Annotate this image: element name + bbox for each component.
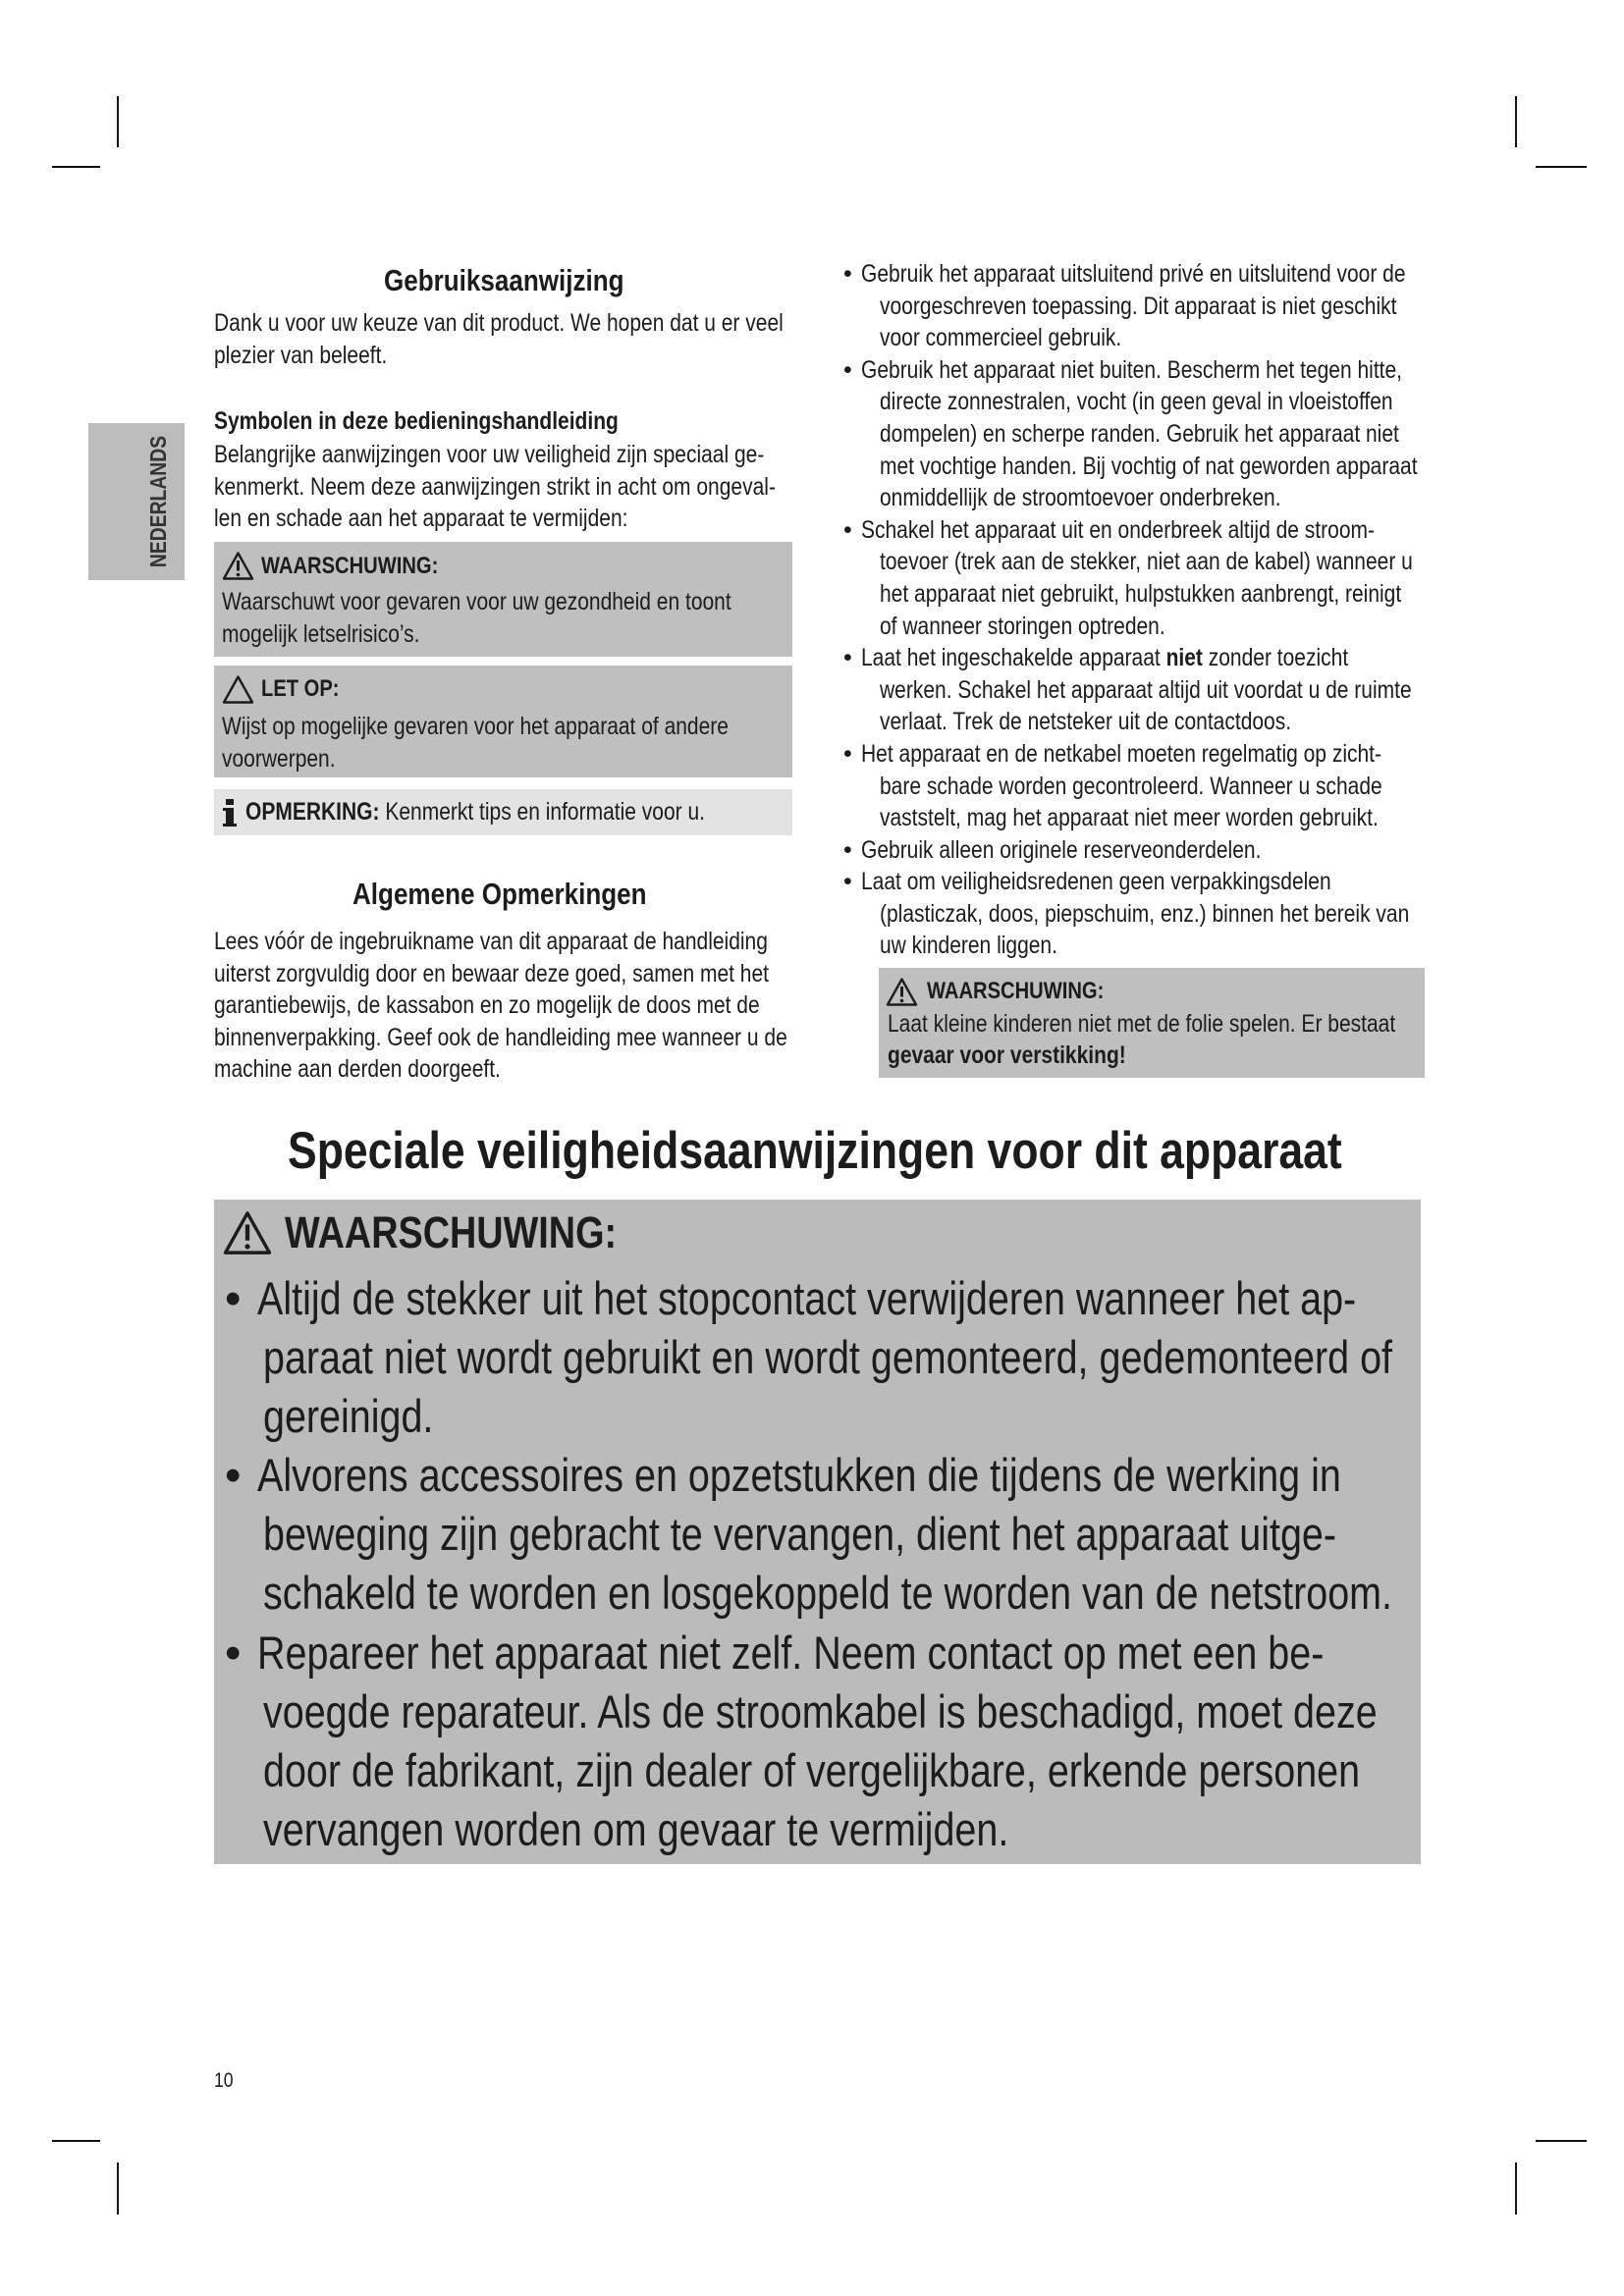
text-line: machine aan derden doorgeeft. — [214, 1055, 501, 1084]
bullet-item — [843, 738, 1520, 834]
bullet-symbol: • — [225, 1272, 242, 1324]
text-line: plezier van beleeft. — [214, 341, 388, 369]
safety-heading: Speciale veiligheidsaanwijzingen voor dit apparaat — [288, 1122, 1342, 1180]
bullet-line: toevoer (trek aan de stekker, niet aan de kabel) wanneer u — [880, 548, 1413, 576]
bullet-text: Laat het ingeschakelde apparaat — [861, 644, 1166, 672]
language-tab-label: NEDERLANDS — [145, 435, 171, 568]
bullet-line: Laat om veiligheidsredenen geen verpakkingsdelen — [861, 868, 1331, 896]
warning-triangle-icon — [886, 977, 918, 1007]
general-heading: Algemene Opmerkingen — [352, 877, 647, 911]
safety-bullet-list — [843, 258, 1520, 962]
text-line: Belangrijke aanwijzingen voor uw veiligheid zijn speciaal ge- — [214, 441, 765, 468]
bullet-symbol: • — [843, 739, 852, 768]
bullet-item — [843, 258, 1520, 354]
bullet-text: zonder toezicht — [1202, 644, 1349, 672]
bullet-line: dompelen) en scherpe randen. Gebruik het apparaat niet — [880, 419, 1399, 448]
packaging-warning-label: WAARSCHUWING: — [927, 978, 1105, 1004]
bullet-item — [843, 354, 1520, 514]
warning-triangle-icon — [222, 1209, 273, 1256]
bullet-line: Gebruik het apparaat niet buiten. Bescherm het tegen hitte, — [861, 355, 1403, 384]
bullet-symbol: • — [225, 1449, 242, 1502]
bullet-line: door de fabrikant, zijn dealer of vergelijkbare, erkende personen — [263, 1743, 1361, 1796]
text-line: Dank u voor uw keuze van dit product. We hopen dat u er veel — [214, 309, 784, 337]
warning-triangle-icon — [222, 674, 254, 705]
bullet-line: bare schade worden gecontroleerd. Wanneer u schade — [880, 772, 1382, 800]
crop-mark-top-right-vertical — [1515, 96, 1517, 147]
bullet-line: schakeld te worden en losgekoppeld te worden van de netstroom. — [263, 1567, 1393, 1620]
bullet-line: verlaat. Trek de netsteker uit de contactdoos. — [880, 708, 1292, 736]
bullet-symbol: • — [843, 644, 852, 672]
general-text — [214, 926, 896, 1086]
bullet-line: onmiddellijk de stroomtoevoer onderbreken. — [880, 484, 1281, 512]
bullet-item — [225, 1446, 1607, 1623]
bullet-item — [225, 1269, 1607, 1446]
bullet-item — [843, 642, 1520, 738]
bullet-emphasis: niet — [1165, 644, 1203, 672]
crop-mark-bottom-left-horizontal — [52, 2140, 100, 2142]
bullet-line: of wanneer storingen optreden. — [880, 612, 1165, 640]
text-line: uiterst zorgvuldig door en bewaar deze goed, samen met het — [214, 959, 770, 988]
bullet-line: Alvorens accessoires en opzetstukken die tijdens de werking in — [257, 1449, 1341, 1502]
bullet-item — [843, 834, 1520, 867]
page-number: 10 — [214, 2069, 234, 2092]
symbols-heading: Symbolen in deze bedieningshandleiding — [214, 407, 619, 435]
info-icon — [222, 799, 238, 827]
bullet-line: beweging zijn gebracht te vervangen, dient het apparaat uitge- — [263, 1508, 1337, 1561]
bullet-line: het apparaat niet gebruikt, hulpstukken aanbrengt, reinigt — [880, 579, 1402, 608]
crop-mark-top-right-horizontal — [1536, 166, 1587, 168]
text-line: voorwerpen. — [222, 744, 336, 773]
packaging-warning-text — [888, 1009, 1492, 1071]
bullet-symbol: • — [843, 515, 852, 544]
bullet-line: Het apparaat en de netkabel moeten regelmatig op zicht- — [861, 739, 1382, 768]
bullet-line: paraat niet wordt gebruikt en wordt gemonteerd, gedemonteerd of — [263, 1331, 1393, 1384]
safety-warning-label: WAARSCHUWING: — [285, 1207, 618, 1257]
bullet-symbol: • — [843, 868, 852, 896]
text-line: Laat kleine kinderen niet met de folie spelen. Er bestaat — [888, 1010, 1396, 1038]
crop-mark-top-left-horizontal — [52, 166, 100, 168]
crop-mark-top-left-vertical — [117, 96, 119, 147]
safety-warning-box — [214, 1200, 1421, 1864]
text-line: len en schade aan het apparaat te vermijden: — [214, 505, 628, 533]
crop-mark-bottom-left-vertical — [117, 2163, 119, 2215]
note-box-label: OPMERKING: — [245, 798, 380, 826]
bullet-symbol: • — [843, 835, 852, 864]
bullet-line: met vochtige handen. Bij vochtig of nat geworden apparaat — [880, 452, 1418, 480]
text-line: binnenverpakking. Geef ook de handleiding mee wanneer u de — [214, 1023, 787, 1051]
text-line: mogelijk letselrisico’s. — [222, 619, 420, 648]
bullet-line: Gebruik alleen originele reserveonderdelen. — [861, 835, 1262, 864]
bullet-line: uw kinderen liggen. — [880, 932, 1057, 960]
intro-text — [214, 307, 892, 371]
text-line: Lees vóór de ingebruikname van dit apparaat de handleiding — [214, 928, 768, 955]
caution-box-label: LET OP: — [261, 675, 340, 702]
warning-symbol-box — [214, 542, 792, 657]
bullet-symbol: • — [843, 355, 852, 384]
text-line: Waarschuwt voor gevaren voor uw gezondheid en toont — [222, 588, 731, 615]
safety-warning-list — [225, 1269, 1607, 1859]
bullet-line: werken. Schakel het apparaat altijd uit voordat u de ruimte — [880, 675, 1412, 704]
text-line-bold: gevaar voor verstikking! — [888, 1041, 1126, 1069]
bullet-line: vaststelt, mag het apparaat niet meer worden gebruikt. — [880, 804, 1379, 832]
bullet-line: Altijd de stekker uit het stopcontact verwijderen wanneer het ap- — [257, 1272, 1357, 1324]
bullet-line: Repareer het apparaat niet zelf. Neem contact op met een be- — [257, 1626, 1325, 1679]
warning-triangle-icon — [222, 551, 254, 581]
crop-mark-bottom-right-vertical — [1515, 2163, 1517, 2215]
text-line: kenmerkt. Neem deze aanwijzingen strikt in acht om ongeval- — [214, 472, 776, 501]
text-line: Wijst op mogelijke gevaren voor het apparaat of andere — [222, 713, 729, 740]
bullet-item — [843, 866, 1520, 962]
bullet-line: (plasticzak, doos, piepschuim, enz.) binnen het bereik van — [880, 899, 1410, 928]
bullet-line: voorgeschreven toepassing. Dit apparaat is niet geschikt — [880, 292, 1397, 320]
caution-box-text — [222, 711, 825, 774]
warning-box-label: WAARSCHUWING: — [261, 553, 439, 579]
warning-box-text — [222, 586, 829, 650]
packaging-warning-box — [879, 968, 1425, 1078]
note-symbol-box — [214, 789, 792, 835]
bullet-symbol: • — [843, 260, 852, 288]
manual-title: Gebruiksaanwijzing — [384, 263, 624, 297]
crop-mark-bottom-right-horizontal — [1536, 2140, 1587, 2142]
bullet-line: gereinigd. — [263, 1390, 434, 1443]
bullet-line: Gebruik het apparaat uitsluitend privé en uitsluitend voor de — [861, 260, 1406, 288]
symbols-text — [214, 439, 883, 535]
note-box-text — [245, 796, 705, 828]
bullet-item — [225, 1624, 1607, 1859]
bullet-line: Schakel het apparaat uit en onderbreek altijd de stroom- — [861, 515, 1375, 544]
bullet-line: vervangen worden om gevaar te vermijden. — [263, 1802, 1009, 1855]
bullet-symbol: • — [225, 1626, 242, 1679]
bullet-line: directe zonnestralen, vocht (in geen geval in vloeistoffen — [880, 388, 1393, 416]
bullet-line — [861, 642, 1414, 674]
text-line: garantiebewijs, de kassabon en zo mogelijk de doos met de — [214, 991, 760, 1020]
bullet-item — [843, 514, 1520, 642]
bullet-line: voegde reparateur. Als de stroomkabel is beschadigd, moet deze — [263, 1684, 1378, 1737]
caution-symbol-box — [214, 666, 792, 777]
bullet-line: voor commercieel gebruik. — [880, 324, 1122, 352]
note-box-description: Kenmerkt tips en informatie voor u. — [379, 798, 705, 826]
